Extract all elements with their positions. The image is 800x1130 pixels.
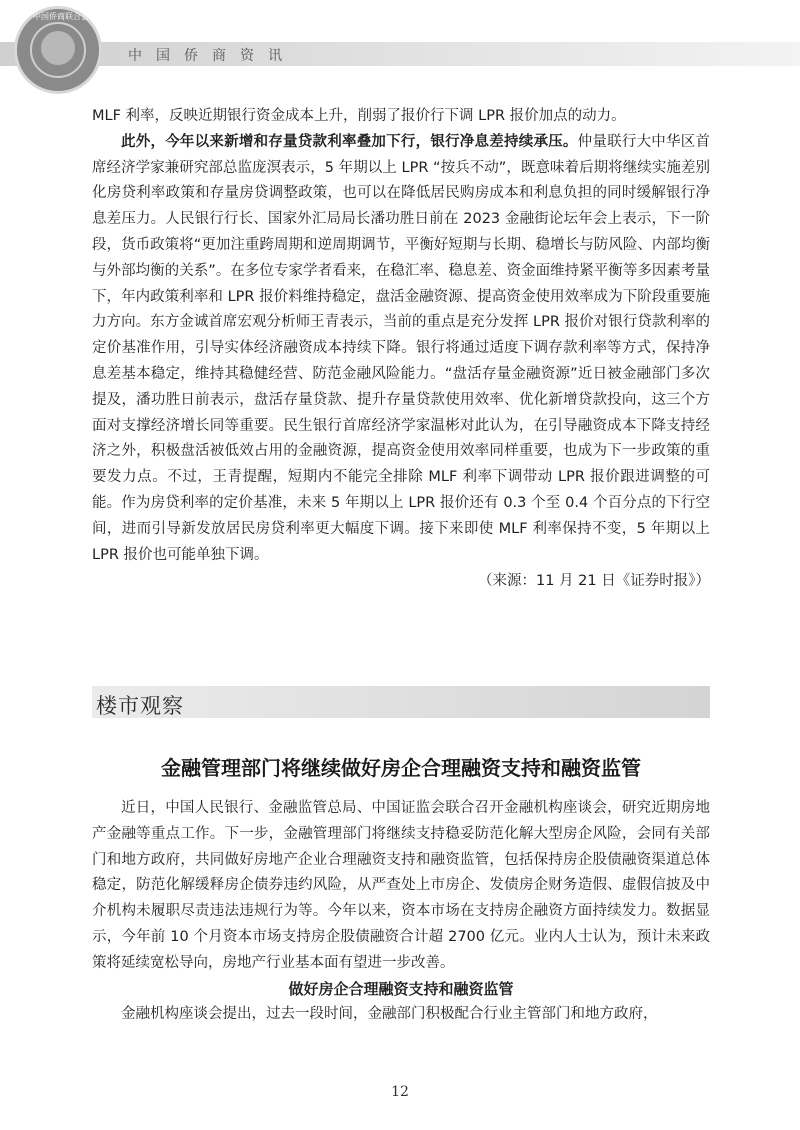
paragraph-bold-lead: 此外，今年以来新增和存量贷款利率叠加下行，银行净息差持续承压。	[121, 133, 578, 150]
article-paragraph-2: 金融机构座谈会提出，过去一段时间，金融部门积极配合行业主管部门和地方政府，	[121, 1006, 658, 1023]
section-title: 楼市观察	[96, 694, 184, 718]
header-title: 中国侨商资讯	[128, 48, 296, 64]
article-subheading: 做好房企合理融资支持和融资监管	[288, 979, 514, 998]
paragraph-rest: 仲量联行大中华区首席经济学家兼研究部总监庞溟表示，5 年期以上 LPR “按兵不动”，既意味着后期将继续实施差别化房贷利率政策和存量房贷调整政策，也可以在降低居民购房成本和利息负担的同时缓解银行净息差压力。人民银行行长、国家外汇局局长潘功胜日前在 2023 金融街论坛年会上表示，下一阶段，货币政策将“更加注重跨周期和逆周期调节，平衡好短期与长期、稳增长与防风险、内部均衡与外部均衡的关系”。在多位专家学者看来，在稳汇率、稳息差、资金面维持紧平衡等多因素考量下，年内政策利率和 LPR 报价料维持稳定，盘活金融资源、提高资金使用效率成为下阶段重要施力方向。东方金诚首席宏观分析师王青表示，当前的重点是充分发挥 LPR 报价对银行贷款利率的定价基准作用，引导实体经济融资成本持续下降。银行将通过适度下调存款利率等方式，保持净息差基本稳定，维持其稳健经营、防范金融风险能力。“盘活存量金融资源”近日被金融部门多次提及，潘功胜日前表示，盘活存量贷款、提升存量贷款使用效率、优化新增贷款投向，这三个方面对支撑经济增长同等重要。民生银行首席经济学家温彬对此认为，在引导融资成本下降支持经济之外，积极盘活被低效占用的金融资源，提高资金使用效率同样重要，也成为下一步政策的重要发力点。不过，王青提醒，短期内不能完全排除 MLF 利率下调带动 LPR 报价跟进调整的可能。作为房贷利率的定价基准，未来 5 年期以上 LPR 报价还有 0.3 个至 0.4 个百分点的下行空间，进而引导新发放居民房贷利率更大幅度下调。接下来即使 MLF 利率保持不变，5 年期以上 LPR 报价也可能单独下调。	[92, 133, 711, 563]
paragraph-continue: MLF 利率，反映近期银行资金成本上升，削弱了报价行下调 LPR 报价加点的动力。	[92, 108, 626, 124]
article-title: 金融管理部门将继续做好房企合理融资支持和融资监管	[161, 756, 641, 780]
article-paragraph-1: 近日，中国人民银行、金融监管总局、中国证监会联合召开金融机构座谈会，研究近期房地产金融等重点工作。下一步，金融管理部门将继续支持稳妥防范化解大型房企风险，会同有关部门和地方政府，共同做好房地产企业合理融资支持和融资监管，包括保持房企股债融资渠道总体稳定，防范化解缓释房企债券违约风险，从严查处上市房企、发债房企财务造假、虚假信披及中介机构未履职尽责违法违规行为等。今年以来，资本市场在支持房企融资方面持续发力。数据显示，今年前 10 个月资本市场支持房企股债融资合计超 2700 亿元。业内人士认为，预计未来政策将延续宽松导向，房地产行业基本面有望进一步改善。	[92, 800, 710, 971]
article-continuation	[92, 104, 710, 595]
source-citation: （来源：11 月 21 日《证券时报》）	[478, 573, 710, 590]
logo	[14, 6, 102, 94]
logo-emblem-icon	[41, 31, 75, 65]
article-body	[92, 796, 710, 1028]
page-number: 12	[391, 1084, 409, 1100]
paragraph-main	[92, 130, 710, 569]
header-band	[0, 42, 800, 66]
section-bar	[92, 686, 710, 718]
logo-text: 中国侨商联合会	[33, 12, 89, 21]
